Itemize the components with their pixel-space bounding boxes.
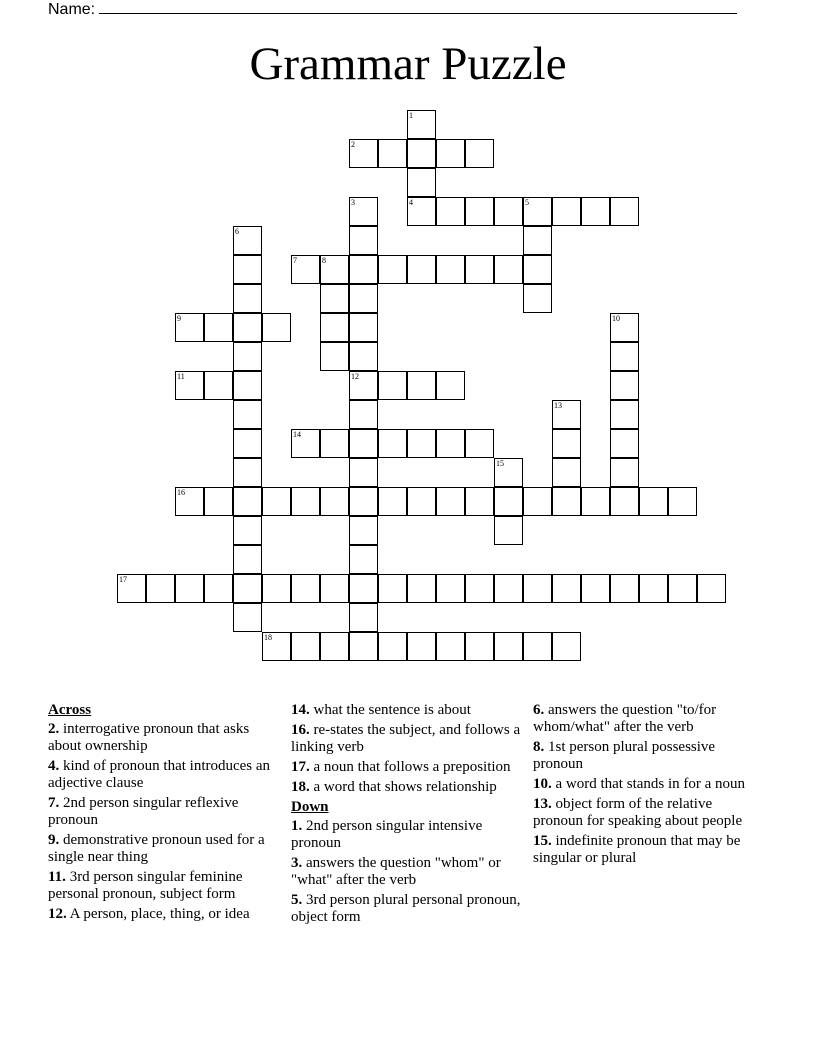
clue-number: 2. (48, 721, 60, 737)
crossword-cell[interactable] (610, 342, 639, 371)
crossword-cell[interactable] (262, 313, 291, 342)
cell-number: 7 (293, 256, 297, 265)
crossword-cell[interactable] (233, 400, 262, 429)
crossword-cell[interactable] (494, 255, 523, 284)
crossword-cell[interactable] (349, 487, 378, 516)
crossword-cell[interactable] (349, 429, 378, 458)
clue-text: a word that shows relationship (309, 779, 497, 795)
crossword-cell[interactable] (581, 197, 610, 226)
crossword-cell[interactable] (494, 632, 523, 661)
crossword-cell[interactable] (494, 487, 523, 516)
clue-item (291, 779, 521, 796)
clue-number: 9. (48, 832, 60, 848)
cell-number: 9 (177, 314, 181, 323)
cell-number: 6 (235, 227, 239, 236)
clue-item (533, 776, 763, 793)
clue-number: 17. (291, 759, 310, 775)
crossword-cell[interactable] (407, 255, 436, 284)
crossword-cell[interactable] (320, 574, 349, 603)
clue-item (291, 892, 521, 926)
crossword-cell[interactable] (349, 255, 378, 284)
clue-number: 3. (291, 855, 303, 871)
crossword-cell[interactable] (320, 632, 349, 661)
crossword-cell[interactable] (233, 429, 262, 458)
crossword-cell[interactable] (436, 197, 465, 226)
crossword-cell[interactable] (349, 458, 378, 487)
crossword-cell[interactable] (233, 255, 262, 284)
crossword-cell[interactable] (552, 458, 581, 487)
clue-text: A person, place, thing, or idea (66, 906, 250, 922)
crossword-cell[interactable] (610, 371, 639, 400)
crossword-cell[interactable] (204, 574, 233, 603)
crossword-cell[interactable] (204, 313, 233, 342)
across-heading: Across (48, 702, 92, 718)
crossword-cell[interactable] (610, 574, 639, 603)
cell-number: 13 (554, 401, 562, 410)
clue-text: 1st person plural possessive pronoun (533, 739, 716, 772)
crossword-cell[interactable] (465, 255, 494, 284)
clue-text: demonstrative pronoun used for a single near thing (48, 832, 265, 865)
down-heading: Down (291, 799, 329, 815)
clue-column-2 (291, 702, 521, 929)
crossword-cell[interactable] (407, 371, 436, 400)
cell-number: 5 (525, 198, 529, 207)
crossword-cell[interactable] (407, 197, 436, 226)
crossword-cell[interactable] (436, 255, 465, 284)
crossword-cell[interactable] (407, 110, 436, 139)
clue-number: 11. (48, 869, 66, 885)
clue-item (291, 855, 521, 889)
crossword-cell[interactable] (552, 487, 581, 516)
cell-number: 3 (351, 198, 355, 207)
crossword-cell[interactable] (378, 429, 407, 458)
crossword-cell[interactable] (291, 429, 320, 458)
crossword-cell[interactable] (407, 487, 436, 516)
clue-text: indefinite pronoun that may be singular or plural (533, 833, 741, 866)
crossword-cell[interactable] (552, 632, 581, 661)
clue-item (48, 721, 278, 755)
cell-number: 16 (177, 488, 185, 497)
crossword-cell[interactable] (175, 313, 204, 342)
crossword-cell[interactable] (494, 197, 523, 226)
clue-item (48, 869, 278, 903)
clue-column-3 (533, 702, 763, 870)
clue-text: 3rd person singular feminine personal pronoun, subject form (48, 869, 243, 902)
clue-number: 6. (533, 702, 545, 718)
crossword-cell[interactable] (494, 574, 523, 603)
clue-item (291, 759, 521, 776)
crossword-cell[interactable] (291, 632, 320, 661)
clue-item (291, 818, 521, 852)
crossword-cell[interactable] (233, 342, 262, 371)
crossword-cell[interactable] (233, 574, 262, 603)
crossword-cell[interactable] (349, 574, 378, 603)
crossword-cell[interactable] (610, 197, 639, 226)
crossword-cell[interactable] (407, 168, 436, 197)
page-title: Grammar Puzzle (249, 38, 567, 90)
crossword-cell[interactable] (407, 139, 436, 168)
clue-number: 4. (48, 758, 60, 774)
clue-item (48, 906, 278, 923)
crossword-cell[interactable] (436, 632, 465, 661)
crossword-cell[interactable] (320, 487, 349, 516)
crossword-cell[interactable] (465, 139, 494, 168)
clue-text: what the sentence is about (309, 702, 471, 718)
crossword-cell[interactable] (668, 574, 697, 603)
crossword-cell[interactable] (523, 255, 552, 284)
crossword-cell[interactable] (233, 487, 262, 516)
crossword-cell[interactable] (610, 313, 639, 342)
crossword-cell[interactable] (552, 197, 581, 226)
crossword-cell[interactable] (349, 371, 378, 400)
cell-number: 14 (293, 430, 301, 439)
clue-item (533, 833, 763, 867)
crossword-cell[interactable] (436, 487, 465, 516)
cell-number: 18 (264, 633, 272, 642)
clue-text: a word that stands in for a noun (551, 776, 746, 792)
crossword-cell[interactable] (233, 226, 262, 255)
crossword-cell[interactable] (349, 400, 378, 429)
crossword-cell[interactable] (349, 139, 378, 168)
crossword-cell[interactable] (204, 487, 233, 516)
crossword-cell[interactable] (146, 574, 175, 603)
crossword-cell[interactable] (233, 313, 262, 342)
crossword-cell[interactable] (610, 458, 639, 487)
crossword-cell[interactable] (291, 574, 320, 603)
clue-number: 16. (291, 722, 310, 738)
clue-number: 7. (48, 795, 60, 811)
clue-text: 2nd person singular intensive pronoun (291, 818, 483, 851)
clue-number: 15. (533, 833, 552, 849)
crossword-cell[interactable] (175, 487, 204, 516)
crossword-cell[interactable] (349, 632, 378, 661)
clue-text: object form of the relative pronoun for speaking about people (533, 796, 743, 829)
crossword-cell[interactable] (668, 487, 697, 516)
cell-number: 17 (119, 575, 127, 584)
cell-number: 10 (612, 314, 620, 323)
clue-text: answers the question "to/for whom/what" after the verb (533, 702, 717, 735)
crossword-cell[interactable] (378, 487, 407, 516)
crossword-cell[interactable] (175, 574, 204, 603)
crossword-cell[interactable] (175, 371, 204, 400)
clue-number: 1. (291, 818, 303, 834)
crossword-cell[interactable] (233, 284, 262, 313)
crossword-cell[interactable] (233, 603, 262, 632)
crossword-cell[interactable] (349, 545, 378, 574)
crossword-cell[interactable] (523, 197, 552, 226)
crossword-cell[interactable] (610, 487, 639, 516)
cell-number: 8 (322, 256, 326, 265)
crossword-cell[interactable] (523, 632, 552, 661)
crossword-cell[interactable] (320, 313, 349, 342)
crossword-cell[interactable] (610, 429, 639, 458)
crossword-cell[interactable] (494, 458, 523, 487)
crossword-cell[interactable] (204, 371, 233, 400)
clue-item (291, 702, 521, 719)
crossword-cell[interactable] (349, 313, 378, 342)
cell-number: 4 (409, 198, 413, 207)
crossword-cell[interactable] (407, 429, 436, 458)
crossword-cell[interactable] (639, 487, 668, 516)
crossword-cell[interactable] (436, 371, 465, 400)
clue-number: 18. (291, 779, 310, 795)
cell-number: 1 (409, 111, 413, 120)
cell-number: 2 (351, 140, 355, 149)
crossword-cell[interactable] (436, 574, 465, 603)
crossword-cell[interactable] (117, 574, 146, 603)
clue-item (533, 702, 763, 736)
crossword-cell[interactable] (233, 371, 262, 400)
cell-number: 15 (496, 459, 504, 468)
clue-text: answers the question "whom" or "what" after the verb (291, 855, 501, 888)
crossword-cell[interactable] (465, 574, 494, 603)
clue-number: 5. (291, 892, 303, 908)
crossword-cell[interactable] (233, 516, 262, 545)
clue-text: 2nd person singular reflexive pronoun (48, 795, 239, 828)
clue-number: 13. (533, 796, 552, 812)
crossword-cell[interactable] (523, 284, 552, 313)
crossword-cell[interactable] (407, 632, 436, 661)
crossword-cell[interactable] (610, 400, 639, 429)
crossword-cell[interactable] (407, 574, 436, 603)
crossword-cell[interactable] (378, 255, 407, 284)
clue-item (533, 796, 763, 830)
clue-text: interrogative pronoun that asks about ownership (48, 721, 250, 754)
crossword-cell[interactable] (465, 632, 494, 661)
crossword-cell[interactable] (436, 139, 465, 168)
crossword-cell[interactable] (465, 487, 494, 516)
crossword-cell[interactable] (349, 342, 378, 371)
crossword-cell[interactable] (262, 487, 291, 516)
clue-item (533, 739, 763, 773)
crossword-cell[interactable] (581, 487, 610, 516)
crossword-cell[interactable] (378, 139, 407, 168)
crossword-cell[interactable] (494, 516, 523, 545)
crossword-cell[interactable] (262, 574, 291, 603)
crossword-cell[interactable] (291, 255, 320, 284)
crossword-cell[interactable] (320, 342, 349, 371)
crossword-cell[interactable] (378, 574, 407, 603)
crossword-cell[interactable] (523, 487, 552, 516)
crossword-cell[interactable] (552, 574, 581, 603)
crossword-cell[interactable] (233, 545, 262, 574)
crossword-cell[interactable] (262, 632, 291, 661)
clue-number: 10. (533, 776, 552, 792)
crossword-cell[interactable] (320, 429, 349, 458)
crossword-cell[interactable] (581, 574, 610, 603)
clue-item (48, 795, 278, 829)
crossword-cell[interactable] (349, 603, 378, 632)
crossword-cell[interactable] (523, 574, 552, 603)
clue-item (291, 722, 521, 756)
crossword-cell[interactable] (349, 284, 378, 313)
crossword-cell[interactable] (552, 429, 581, 458)
crossword-cell[interactable] (697, 574, 726, 603)
crossword-cell[interactable] (349, 226, 378, 255)
crossword-cell[interactable] (465, 197, 494, 226)
clue-number: 14. (291, 702, 310, 718)
clue-text: re-states the subject, and follows a linking verb (291, 722, 521, 755)
clue-text: kind of pronoun that introduces an adjective clause (48, 758, 271, 791)
crossword-cell[interactable] (523, 226, 552, 255)
cell-number: 12 (351, 372, 359, 381)
crossword-cell[interactable] (233, 458, 262, 487)
name-label: Name: (48, 1, 96, 18)
crossword-cell[interactable] (320, 284, 349, 313)
crossword-cell[interactable] (378, 371, 407, 400)
crossword-cell[interactable] (465, 429, 494, 458)
crossword-cell[interactable] (436, 429, 465, 458)
clue-text: a noun that follows a preposition (309, 759, 511, 775)
cell-number: 11 (177, 372, 185, 381)
crossword-cell[interactable] (552, 400, 581, 429)
crossword-cell[interactable] (349, 197, 378, 226)
crossword-cell[interactable] (320, 255, 349, 284)
clue-number: 12. (48, 906, 67, 922)
crossword-cell[interactable] (639, 574, 668, 603)
crossword-cell[interactable] (291, 487, 320, 516)
crossword-cell[interactable] (378, 632, 407, 661)
clue-item (48, 832, 278, 866)
crossword-cell[interactable] (349, 516, 378, 545)
clue-item (48, 758, 278, 792)
clue-column-1 (48, 702, 278, 926)
clue-number: 8. (533, 739, 545, 755)
clue-text: 3rd person plural personal pronoun, object form (291, 892, 521, 925)
